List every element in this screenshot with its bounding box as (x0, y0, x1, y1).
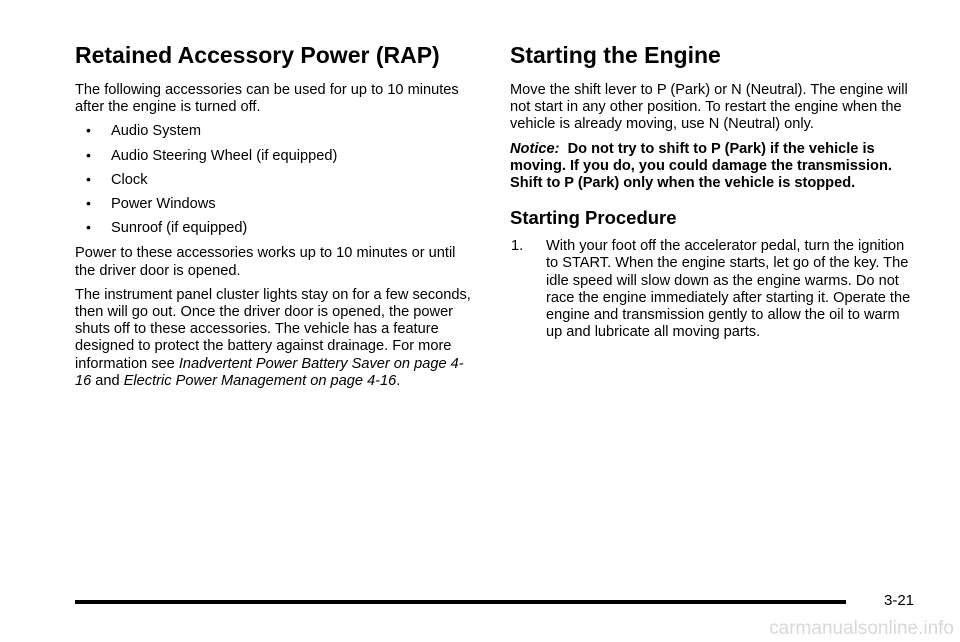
page-number: 3-21 (884, 592, 915, 609)
step-text: With your foot off the accelerator pedal, turn the ignition to START. When the engine starts, let go of the key. The idle speed will slow down as the engine warms. Do not race the engine immediately after starting it. Operate the engine and transmission gently to allow the oil to warm up and lubricate all moving parts. (546, 238, 911, 341)
list-item: • Power Windows (86, 195, 216, 213)
list-item: • Audio System (86, 122, 202, 140)
rap-paragraph-2: Power to these accessories works up to 10 minutes or until the driver door is opened. (75, 245, 456, 279)
accessory-list (75, 123, 475, 237)
procedure-steps (510, 238, 915, 341)
rap-intro: The following accessories can be used for up to 10 minutes after the engine is turned off. (75, 82, 459, 116)
bullet-icon: • (86, 195, 91, 212)
ref-battery-saver-link[interactable]: Inadvertent Power Battery Saver on page 4-16 (75, 355, 464, 389)
list-item (510, 238, 915, 341)
notice-text: Do not try to shift to P (Park) if the vehicle is moving. If you do, you could damage the transmission. Shift to P (Park) only when the vehicle is stopped. (510, 140, 892, 192)
rap-paragraph-3: The instrument panel cluster lights stay on for a few seconds, then will go out. Once the driver door is opened, the power shuts off to these accessories. The vehicle has a feature designed to protect the battery against drainage. For more information see Inadvertent Power Battery Saver on page 4-16 and Electric Power Management on page 4-16. (75, 286, 471, 389)
left-column (75, 40, 475, 397)
watermark: carmanualsonline.info (769, 618, 954, 639)
list-item: • Audio Steering Wheel (if equipped) (86, 146, 338, 164)
starting-intro: Move the shift lever to P (Park) or N (Neutral). The engine will not start in any other position. To restart the engine when the vehicle is already moving, use N (Neutral) only. (510, 82, 908, 133)
list-item: • Sunroof (if equipped) (86, 219, 248, 237)
notice-paragraph (510, 141, 915, 193)
bullet-icon: • (86, 122, 91, 139)
list-item: • Clock (86, 170, 148, 188)
ref-electric-power-link[interactable]: Electric Power Management on page 4-16 (123, 372, 397, 389)
footer-rule (75, 600, 846, 604)
bullet-icon: • (86, 146, 91, 163)
right-column (510, 40, 915, 341)
bullet-icon: • (86, 219, 91, 236)
section-title-starting: Starting the Engine (510, 42, 721, 68)
notice-label: Notice: (510, 140, 560, 157)
section-title-rap: Retained Accessory Power (RAP) (75, 42, 440, 68)
bullet-icon: • (86, 170, 91, 187)
subsection-title-procedure: Starting Procedure (510, 207, 677, 229)
step-number: 1. (511, 238, 524, 255)
